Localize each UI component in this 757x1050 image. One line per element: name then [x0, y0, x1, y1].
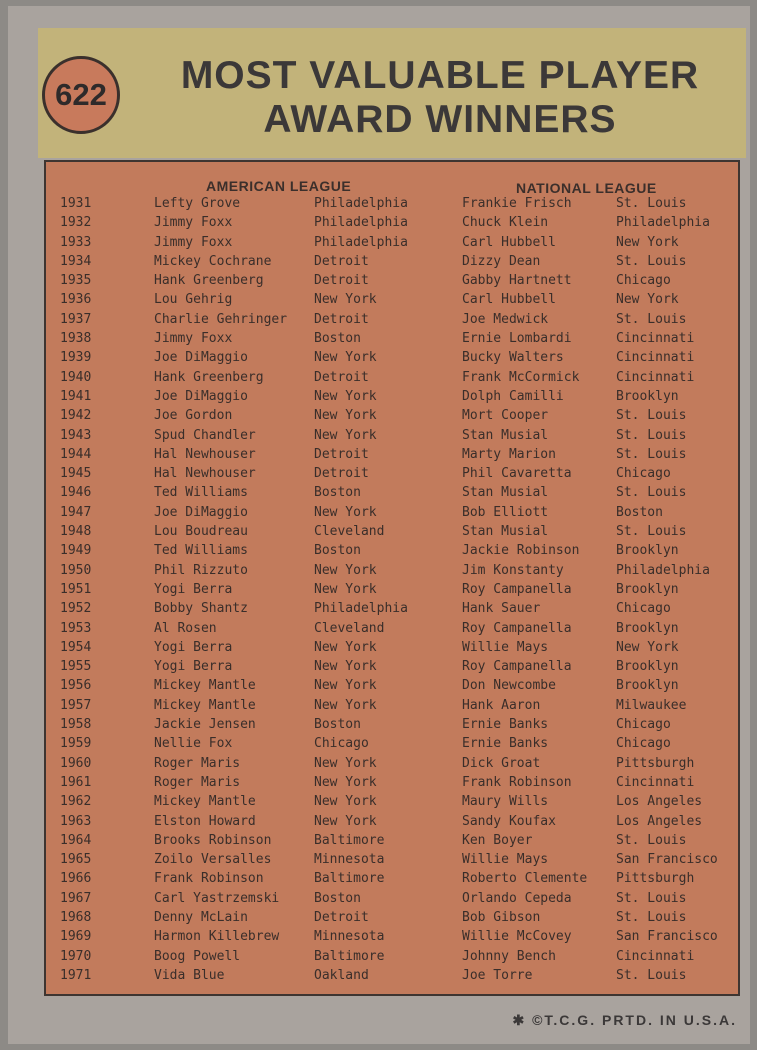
nl-player: Bob Elliott [462, 504, 549, 520]
al-team: New York [314, 794, 377, 810]
year: 1949 [60, 543, 92, 559]
nl-team: St. Louis [616, 408, 687, 424]
table-row [46, 908, 738, 927]
al-team: Minnesota [314, 929, 385, 945]
nl-player: Joe Medwick [462, 311, 549, 327]
nl-team: St. Louis [616, 524, 687, 540]
year: 1952 [60, 601, 92, 617]
nl-player: Frank McCormick [462, 369, 580, 385]
al-player: Denny McLain [154, 909, 248, 925]
table-row [46, 638, 738, 657]
nl-player: Joe Torre [462, 967, 533, 983]
table-row [46, 426, 738, 445]
al-player: Ted Williams [154, 485, 248, 501]
table-row [46, 831, 738, 850]
table-row [46, 947, 738, 966]
nl-team: St. Louis [616, 427, 687, 443]
nl-team: Chicago [616, 736, 671, 752]
nl-team: Cincinnati [616, 331, 695, 347]
nl-team: St. Louis [616, 253, 687, 269]
al-player: Yogi Berra [154, 659, 233, 675]
year: 1950 [60, 562, 92, 578]
nl-player: Orlando Cepeda [462, 890, 572, 906]
al-player: Jackie Jensen [154, 717, 256, 733]
al-player: Charlie Gehringer [154, 311, 288, 327]
al-player: Vida Blue [154, 967, 225, 983]
nl-player: Roy Campanella [462, 581, 572, 597]
al-player: Brooks Robinson [154, 832, 272, 848]
nl-player: Johnny Bench [462, 948, 556, 964]
nl-player: Stan Musial [462, 427, 549, 443]
year: 1944 [60, 446, 92, 462]
nl-player: Frankie Frisch [462, 196, 572, 211]
table-row [46, 580, 738, 599]
table-row [46, 310, 738, 329]
al-team: Philadelphia [314, 234, 408, 250]
nl-team: Brooklyn [616, 620, 679, 636]
year: 1948 [60, 524, 92, 540]
year: 1945 [60, 466, 92, 482]
table-row [46, 734, 738, 753]
al-team: Philadelphia [314, 601, 408, 617]
al-player: Elston Howard [154, 813, 256, 829]
year: 1937 [60, 311, 92, 327]
year: 1939 [60, 350, 92, 366]
al-team: New York [314, 292, 377, 308]
al-team: Cleveland [314, 524, 385, 540]
al-team: New York [314, 755, 377, 771]
al-team: Detroit [314, 369, 369, 385]
year: 1966 [60, 871, 92, 887]
year: 1962 [60, 794, 92, 810]
al-team: New York [314, 562, 377, 578]
nl-player: Roberto Clemente [462, 871, 588, 887]
table-row [46, 927, 738, 946]
table-row [46, 715, 738, 734]
nl-player: Dizzy Dean [462, 253, 541, 269]
year: 1958 [60, 717, 92, 733]
nl-player: Marty Marion [462, 446, 556, 462]
nl-team: Los Angeles [616, 794, 703, 810]
table-row [46, 850, 738, 869]
year: 1947 [60, 504, 92, 520]
table-row [46, 561, 738, 580]
nl-player: Mort Cooper [462, 408, 549, 424]
nl-team: San Francisco [616, 852, 718, 868]
nl-player: Hank Sauer [462, 601, 541, 617]
nl-team: St. Louis [616, 967, 687, 983]
table-row [46, 754, 738, 773]
nl-team: San Francisco [616, 929, 718, 945]
al-team: New York [314, 678, 377, 694]
al-team: New York [314, 408, 377, 424]
table-row [46, 619, 738, 638]
nl-player: Ken Boyer [462, 832, 533, 848]
nl-team: Pittsburgh [616, 755, 695, 771]
year: 1933 [60, 234, 92, 250]
al-player: Yogi Berra [154, 581, 233, 597]
table-row [46, 233, 738, 252]
title-line-2: AWARD WINNERS [263, 98, 617, 141]
nl-team: Cincinnati [616, 369, 695, 385]
table-row [46, 329, 738, 348]
nl-player: Carl Hubbell [462, 234, 556, 250]
al-player: Bobby Shantz [154, 601, 248, 617]
year: 1934 [60, 253, 92, 269]
nl-player: Phil Cavaretta [462, 466, 572, 482]
nl-team: Cincinnati [616, 948, 695, 964]
al-player: Carl Yastrzemski [154, 890, 280, 906]
year: 1936 [60, 292, 92, 308]
year: 1942 [60, 408, 92, 424]
year: 1946 [60, 485, 92, 501]
nl-team: St. Louis [616, 485, 687, 501]
al-player: Jimmy Foxx [154, 331, 233, 347]
nl-team: Philadelphia [616, 215, 710, 231]
nl-player: Don Newcombe [462, 678, 556, 694]
year: 1961 [60, 774, 92, 790]
nl-team: St. Louis [616, 311, 687, 327]
al-team: Chicago [314, 736, 369, 752]
nl-team: St. Louis [616, 890, 687, 906]
table-row [46, 252, 738, 271]
table-row [46, 676, 738, 695]
year: 1960 [60, 755, 92, 771]
al-player: Spud Chandler [154, 427, 256, 443]
nl-team: Milwaukee [616, 697, 687, 713]
nl-player: Willie McCovey [462, 929, 572, 945]
table-row [46, 406, 738, 425]
nl-team: St. Louis [616, 446, 687, 462]
nl-player: Roy Campanella [462, 620, 572, 636]
al-team: Boston [314, 331, 361, 347]
al-team: Cleveland [314, 620, 385, 636]
al-player: Hal Newhouser [154, 466, 256, 482]
table-row [46, 599, 738, 618]
nl-player: Ernie Banks [462, 717, 549, 733]
year: 1951 [60, 581, 92, 597]
nl-team: Chicago [616, 717, 671, 733]
table-row [46, 290, 738, 309]
year: 1957 [60, 697, 92, 713]
nl-player: Sandy Koufax [462, 813, 556, 829]
al-player: Lou Boudreau [154, 524, 248, 540]
al-player: Jimmy Foxx [154, 215, 233, 231]
nl-team: New York [616, 639, 679, 655]
al-team: Detroit [314, 253, 369, 269]
card-number-badge: 622 [42, 56, 120, 134]
al-team: Philadelphia [314, 196, 408, 211]
year: 1931 [60, 196, 92, 211]
year: 1940 [60, 369, 92, 385]
al-player: Mickey Cochrane [154, 253, 272, 269]
al-team: Detroit [314, 466, 369, 482]
year: 1959 [60, 736, 92, 752]
al-team: Baltimore [314, 948, 385, 964]
al-player: Mickey Mantle [154, 794, 256, 810]
table-row [46, 812, 738, 831]
table-row [46, 503, 738, 522]
copyright-footer: ✱ ©T.C.G. PRTD. IN U.S.A. [512, 1012, 737, 1028]
al-player: Frank Robinson [154, 871, 264, 887]
american-league-header: AMERICAN LEAGUE [206, 178, 352, 194]
nl-team: Cincinnati [616, 350, 695, 366]
nl-player: Willie Mays [462, 639, 549, 655]
al-player: Jimmy Foxx [154, 234, 233, 250]
al-player: Zoilo Versalles [154, 852, 272, 868]
al-player: Phil Rizzuto [154, 562, 248, 578]
nl-player: Frank Robinson [462, 774, 572, 790]
al-player: Roger Maris [154, 774, 241, 790]
al-team: New York [314, 581, 377, 597]
nl-player: Jim Konstanty [462, 562, 564, 578]
al-player: Mickey Mantle [154, 697, 256, 713]
nl-team: Brooklyn [616, 388, 679, 404]
table-row [46, 657, 738, 676]
table-row [46, 966, 738, 985]
year: 1968 [60, 909, 92, 925]
nl-team: Chicago [616, 466, 671, 482]
table-row [46, 348, 738, 367]
al-team: Detroit [314, 311, 369, 327]
year: 1967 [60, 890, 92, 906]
nl-player: Roy Campanella [462, 659, 572, 675]
mvp-rows [46, 194, 738, 985]
year: 1969 [60, 929, 92, 945]
al-player: Roger Maris [154, 755, 241, 771]
year: 1943 [60, 427, 92, 443]
nl-player: Bob Gibson [462, 909, 541, 925]
nl-team: Brooklyn [616, 659, 679, 675]
al-team: New York [314, 774, 377, 790]
year: 1964 [60, 832, 92, 848]
year: 1963 [60, 813, 92, 829]
al-team: Boston [314, 485, 361, 501]
table-row [46, 368, 738, 387]
year: 1965 [60, 852, 92, 868]
nl-team: Brooklyn [616, 543, 679, 559]
al-player: Ted Williams [154, 543, 248, 559]
al-team: New York [314, 504, 377, 520]
al-player: Mickey Mantle [154, 678, 256, 694]
al-player: Boog Powell [154, 948, 241, 964]
nl-player: Dick Groat [462, 755, 541, 771]
al-player: Joe DiMaggio [154, 350, 248, 366]
al-team: New York [314, 813, 377, 829]
nl-player: Bucky Walters [462, 350, 564, 366]
table-row [46, 869, 738, 888]
year: 1941 [60, 388, 92, 404]
nl-team: St. Louis [616, 196, 687, 211]
al-team: Baltimore [314, 871, 385, 887]
year: 1953 [60, 620, 92, 636]
nl-team: Chicago [616, 273, 671, 289]
al-team: Detroit [314, 446, 369, 462]
nl-team: Boston [616, 504, 663, 520]
al-team: New York [314, 697, 377, 713]
al-team: Oakland [314, 967, 369, 983]
year: 1932 [60, 215, 92, 231]
table-row [46, 194, 738, 213]
nl-player: Jackie Robinson [462, 543, 580, 559]
al-player: Joe DiMaggio [154, 504, 248, 520]
nl-player: Maury Wills [462, 794, 549, 810]
table-row [46, 541, 738, 560]
nl-player: Stan Musial [462, 524, 549, 540]
table-row [46, 387, 738, 406]
nl-player: Ernie Lombardi [462, 331, 572, 347]
year: 1956 [60, 678, 92, 694]
nl-team: Pittsburgh [616, 871, 695, 887]
year: 1971 [60, 967, 92, 983]
al-player: Hank Greenberg [154, 369, 264, 385]
al-player: Yogi Berra [154, 639, 233, 655]
al-team: New York [314, 639, 377, 655]
nl-team: Chicago [616, 601, 671, 617]
nl-player: Carl Hubbell [462, 292, 556, 308]
al-player: Al Rosen [154, 620, 217, 636]
national-league-header: NATIONAL LEAGUE [516, 180, 657, 196]
nl-team: New York [616, 292, 679, 308]
al-team: New York [314, 659, 377, 675]
al-player: Lefty Grove [154, 196, 241, 211]
nl-player: Hank Aaron [462, 697, 541, 713]
table-row [46, 696, 738, 715]
table-row [46, 464, 738, 483]
nl-team: Los Angeles [616, 813, 703, 829]
year: 1954 [60, 639, 92, 655]
al-player: Harmon Killebrew [154, 929, 280, 945]
nl-team: Philadelphia [616, 562, 710, 578]
al-team: New York [314, 388, 377, 404]
nl-player: Dolph Camilli [462, 388, 564, 404]
al-team: Boston [314, 890, 361, 906]
al-team: Boston [314, 543, 361, 559]
nl-team: Brooklyn [616, 678, 679, 694]
year: 1935 [60, 273, 92, 289]
al-player: Joe Gordon [154, 408, 233, 424]
nl-player: Chuck Klein [462, 215, 549, 231]
al-player: Lou Gehrig [154, 292, 233, 308]
al-team: Philadelphia [314, 215, 408, 231]
table-row [46, 445, 738, 464]
nl-team: New York [616, 234, 679, 250]
al-player: Hank Greenberg [154, 273, 264, 289]
al-player: Nellie Fox [154, 736, 233, 752]
table-row [46, 483, 738, 502]
table-row [46, 792, 738, 811]
nl-player: Gabby Hartnett [462, 273, 572, 289]
table-row [46, 889, 738, 908]
table-row [46, 773, 738, 792]
nl-team: St. Louis [616, 832, 687, 848]
nl-team: St. Louis [616, 909, 687, 925]
al-team: New York [314, 350, 377, 366]
al-team: Boston [314, 717, 361, 733]
mvp-table [44, 160, 740, 996]
year: 1970 [60, 948, 92, 964]
al-player: Joe DiMaggio [154, 388, 248, 404]
nl-player: Willie Mays [462, 852, 549, 868]
page-title [140, 54, 740, 142]
al-team: Detroit [314, 273, 369, 289]
nl-player: Stan Musial [462, 485, 549, 501]
al-team: Baltimore [314, 832, 385, 848]
al-team: Detroit [314, 909, 369, 925]
title-line-1: MOST VALUABLE PLAYER [180, 54, 700, 97]
table-row [46, 213, 738, 232]
year: 1955 [60, 659, 92, 675]
nl-team: Cincinnati [616, 774, 695, 790]
nl-team: Brooklyn [616, 581, 679, 597]
al-player: Hal Newhouser [154, 446, 256, 462]
al-team: New York [314, 427, 377, 443]
nl-player: Ernie Banks [462, 736, 549, 752]
year: 1938 [60, 331, 92, 347]
table-row [46, 522, 738, 541]
table-row [46, 271, 738, 290]
al-team: Minnesota [314, 852, 385, 868]
